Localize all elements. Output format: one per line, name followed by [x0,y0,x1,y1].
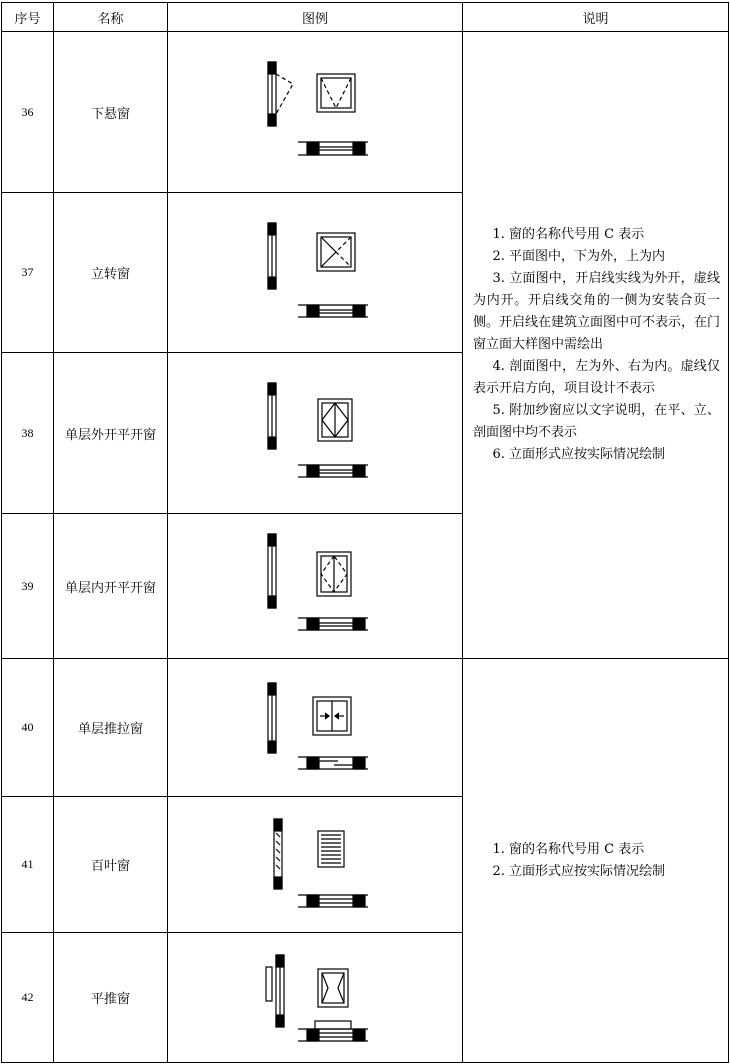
description-line: 1. 窗的名称代号用 C 表示 [492,841,645,857]
row-number: 42 [2,933,54,1063]
row-name: 单层外开平开窗 [54,353,168,514]
row-name: 立转窗 [54,193,168,353]
description-group-1 [463,32,729,659]
header-no: 序号 [2,3,54,32]
single-sliding-window-icon [168,659,463,797]
header-description: 说明 [463,3,729,32]
description-line: 2. 立面形式应按实际情况绘制 [492,863,666,879]
row-name: 下悬窗 [54,32,168,193]
row-number: 41 [2,797,54,933]
window-legend-table [1,2,729,1063]
description-group-2 [463,659,729,1063]
header-figure: 图例 [168,3,463,32]
single-outward-casement-window-icon [168,353,463,514]
description-line: 4. 剖面图中，左为外、右为内。虚线仅表示开启方向，项目设计不表示 [473,359,720,396]
vertical-pivot-window-icon [168,193,463,353]
description-line: 1. 窗的名称代号用 C 表示 [492,227,645,242]
table-header-row [2,3,729,32]
bottom-hung-window-icon [168,32,463,193]
description-line: 5. 附加纱窗应以文字说明，在平、立、剖面图中均不表示 [473,403,720,440]
row-number: 36 [2,32,54,193]
louver-window-icon [168,797,463,933]
single-inward-casement-window-icon [168,514,463,659]
description-line: 2. 平面图中，下为外，上为内 [492,249,666,264]
row-name: 单层内开平开窗 [54,514,168,659]
row-number: 40 [2,659,54,797]
row-number: 37 [2,193,54,353]
row-name: 单层推拉窗 [54,659,168,797]
table-row [2,32,729,193]
table-row [2,659,729,797]
parallel-push-window-icon [168,933,463,1063]
description-line: 3. 立面图中，开启线实线为外开，虚线为内开。开启线交角的一侧为安装合页一侧。开启线在建筑立面图中可不表示，在门窗立面大样图中需绘出 [473,271,721,352]
header-name: 名称 [54,3,168,32]
row-number: 38 [2,353,54,514]
row-number: 39 [2,514,54,659]
row-name: 平推窗 [54,933,168,1063]
description-line: 6. 立面形式应按实际情况绘制 [492,447,666,462]
row-name: 百叶窗 [54,797,168,933]
